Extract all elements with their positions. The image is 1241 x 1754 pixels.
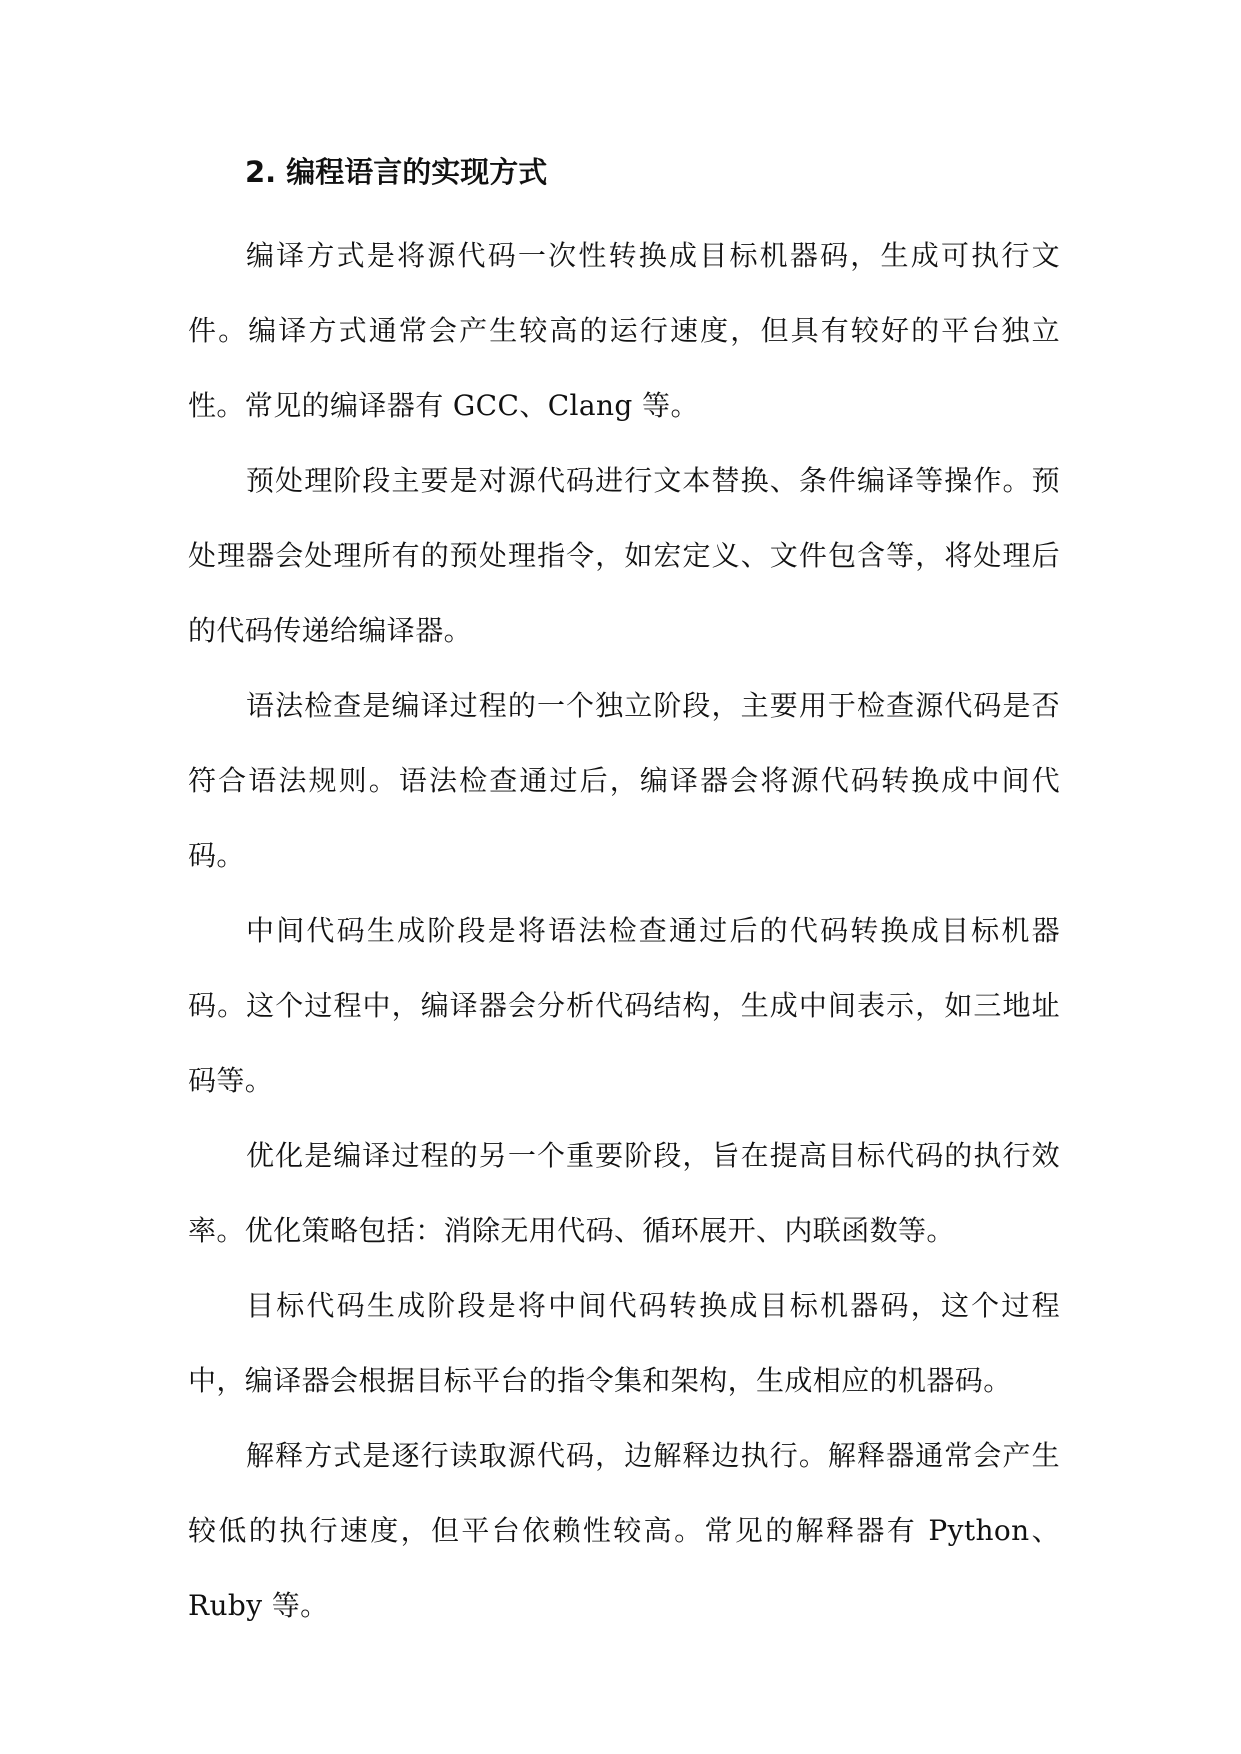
document-body (188, 140, 1060, 1643)
section-number: 2. (245, 155, 277, 189)
paragraph-compilation: 编译方式是将源代码一次性转换成目标机器码，生成可执行文件。编译方式通常会产生较高的运行速度，但具有较好的平台独立性。常见的编译器有 GCC、Clang 等。 (188, 239, 1060, 422)
paragraph-optimization: 优化是编译过程的另一个重要阶段，旨在提高目标代码的执行效率。优化策略包括：消除无用代码、循环展开、内联函数等。 (188, 1139, 1060, 1247)
paragraph-interpretation: 解释方式是逐行读取源代码，边解释边执行。解释器通常会产生较低的执行速度，但平台依赖性较高。常见的解释器有 Python、Ruby 等。 (188, 1439, 1060, 1622)
section-heading (188, 140, 1060, 205)
paragraph-intermediate-code: 中间代码生成阶段是将语法检查通过后的代码转换成目标机器码。这个过程中，编译器会分析代码结构，生成中间表示，如三地址码等。 (188, 914, 1060, 1097)
paragraph-preprocessing: 预处理阶段主要是对源代码进行文本替换、条件编译等操作。预处理器会处理所有的预处理指令，如宏定义、文件包含等，将处理后的代码传递给编译器。 (188, 464, 1060, 647)
paragraph-syntax-check: 语法检查是编译过程的一个独立阶段，主要用于检查源代码是否符合语法规则。语法检查通过后，编译器会将源代码转换成中间代码。 (188, 689, 1060, 872)
paragraph-code-generation: 目标代码生成阶段是将中间代码转换成目标机器码，这个过程中，编译器会根据目标平台的指令集和架构，生成相应的机器码。 (188, 1289, 1060, 1397)
section-title: 编程语言的实现方式 (286, 155, 548, 189)
